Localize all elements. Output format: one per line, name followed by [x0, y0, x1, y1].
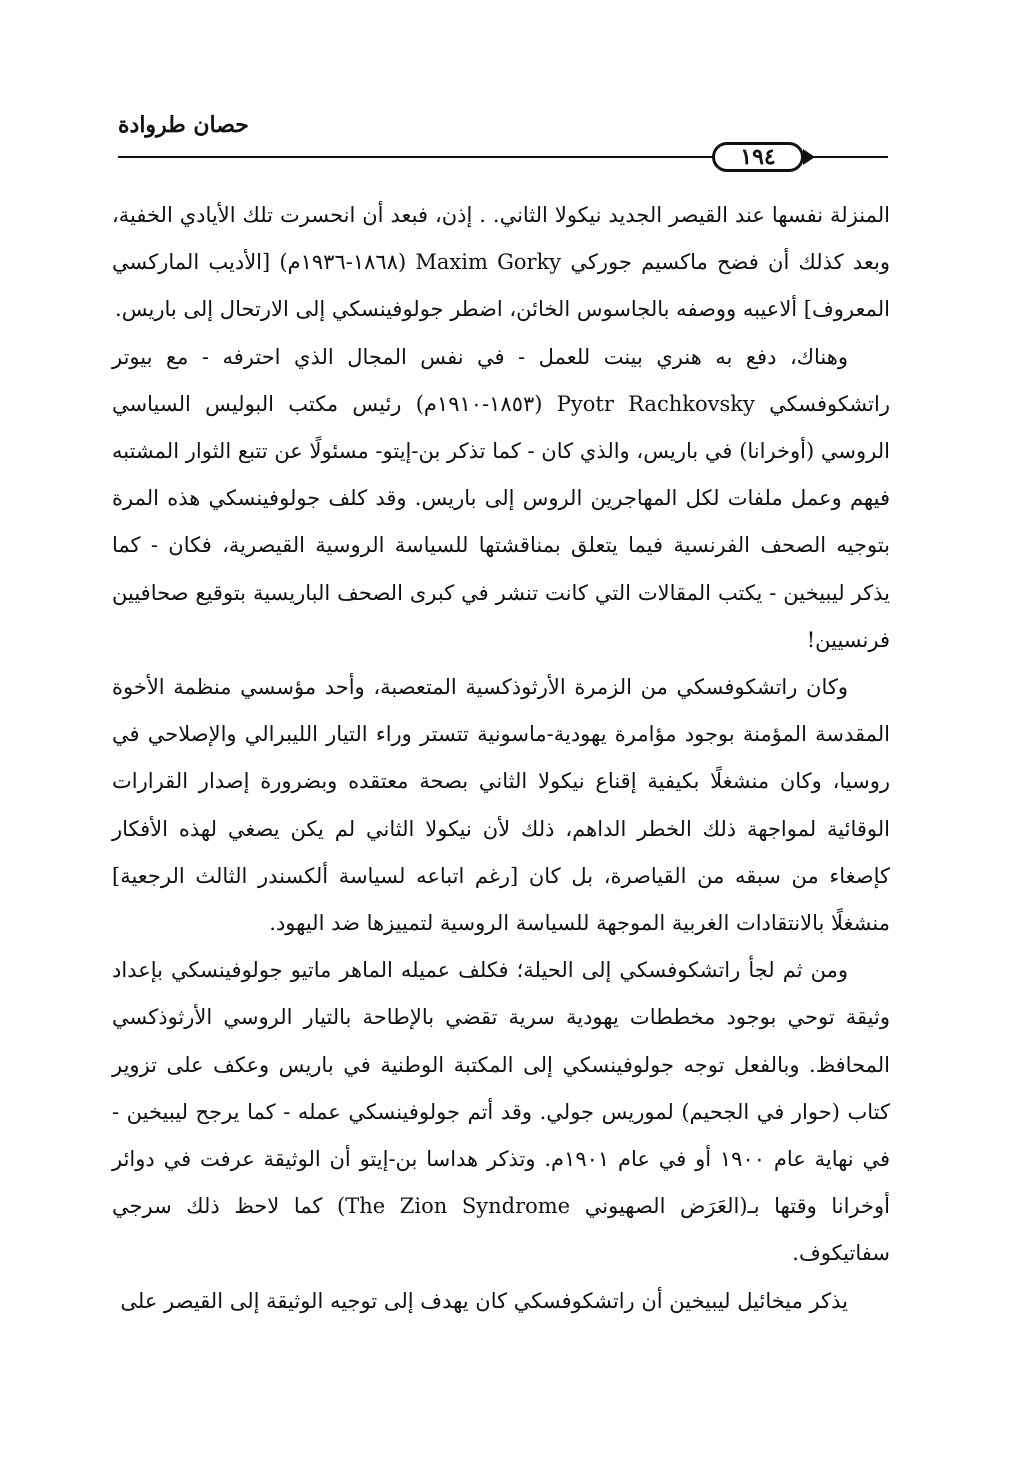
body-text — [112, 192, 890, 1325]
page-number: ١٩٤ — [712, 142, 804, 172]
paragraph-1: المنزلة نفسها عند القيصر الجديد نيكولا الثاني. . إذن، فبعد أن انحسرت تلك الأيادي الخفية، وبعد كذلك أن فضح ماكسيم جوركي Maxim Gorky (١٨٦٨-١٩٣٦م) [الأديب الماركسي المعروف] ألاعيبه ووصفه بالجاسوس الخائن، اضطر جولوفينسكي إلى الارتحال إلى باريس. — [112, 203, 890, 322]
paragraph-4: ومن ثم لجأ راتشكوفسكي إلى الحيلة؛ فكلف عميله الماهر ماتيو جولوفينسكي بإعداد وثيقة توحي بوجود مخططات يهودية سرية تقضي بالإطاحة بالتيار الروسي الأرثوذكسي المحافظ. وبالفعل توجه جولوفينسكي إلى المكتبة الوطنية في باريس وعكف على تزوير كتاب (حوار في الجحيم) لموريس جولي. وقد أتم جولوفينسكي عمله - كما يرجح ليبيخين - في نهاية عام ١٩٠٠ أو في عام ١٩٠١م. وتذكر هداسا بن-إيتو أن الوثيقة عرفت في دوائر أوخرانا وقتها بـ(العَرَض الصهيوني The Zion Syndrome) كما لاحظ ذلك سرجي سفاتيكوف. — [112, 958, 890, 1266]
running-title: حصان طروادة — [118, 112, 249, 138]
paragraph-2: وهناك، دفع به هنري بينت للعمل - في نفس المجال الذي احترفه - مع بيوتر راتشكوفسكي Pyotr Rachkovsky (١٨٥٣-١٩١٠م) رئيس مكتب البوليس السياسي الروسي (أوخرانا) في باريس، والذي كان - كما تذكر بن-إيتو- مسئولًا عن تتبع الثوار المشتبه فيهم وعمل ملفات لكل المهاجرين الروس إلى باريس. وقد كلف جولوفينسكي هذه المرة بتوجيه الصحف الفرنسية فيما يتعلق بمناقشتها للسياسة الروسية القيصرية، فكان - كما يذكر ليبيخين - يكتب المقالات التي كانت تنشر في كبرى الصحف الباريسية بتوقيع صحافيين فرنسيين! — [112, 344, 890, 652]
paragraph-3: وكان راتشكوفسكي من الزمرة الأرثوذكسية المتعصبة، وأحد مؤسسي منظمة الأخوة المقدسة المؤمنة بوجود مؤامرة يهودية-ماسونية تتستر وراء التيار الليبرالي والإصلاحي في روسيا، وكان منشغلًا بكيفية إقناع نيكولا الثاني بصحة معتقده وبضرورة إصدار القرارات الوقائية لمواجهة ذلك الخطر الداهم، ذلك لأن نيكولا الثاني لم يكن يصغي لهذه الأفكار كإصغاء من سبقه من القياصرة، بل كان [رغم اتباعه لسياسة ألكسندر الثالث الرجعية] منشغلًا بالانتقادات الغربية الموجهة للسياسة الروسية لتمييزها ضد اليهود. — [112, 675, 890, 936]
paragraph-5: يذكر ميخائيل ليبيخين أن راتشكوفسكي كان يهدف إلى توجيه الوثيقة إلى القيصر على — [120, 1288, 848, 1313]
